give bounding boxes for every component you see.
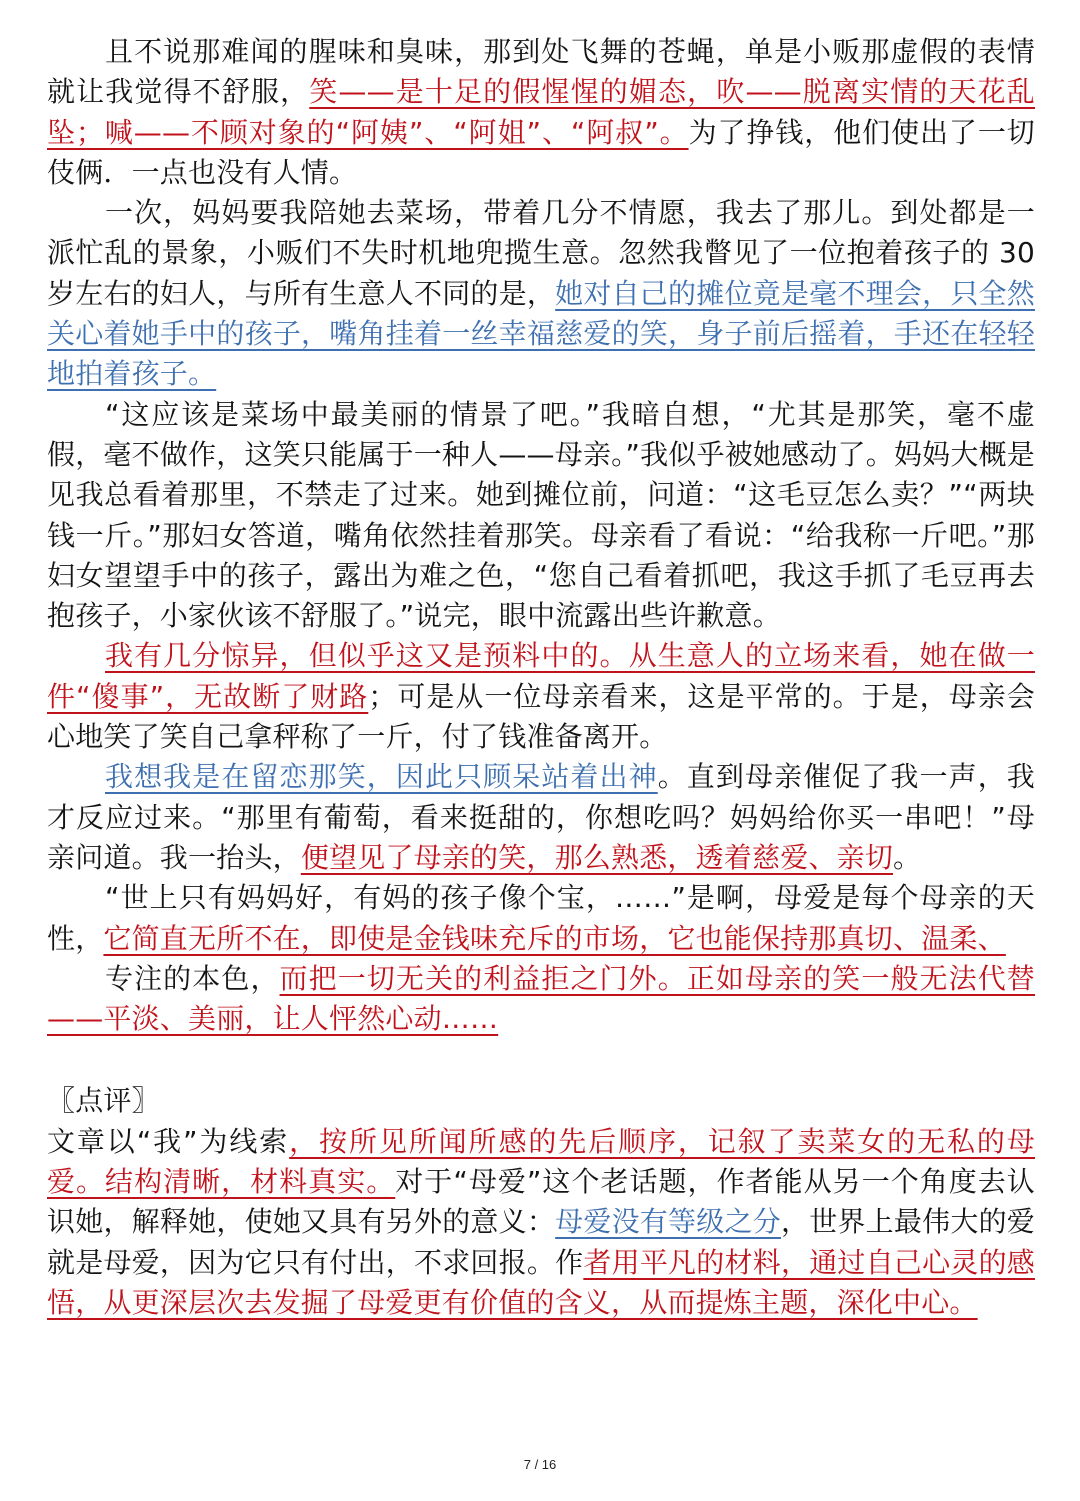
text-segment: 。直到母亲催促了我一声，我才反应过来。“那里有葡萄，看来挺甜的，你想吃吗？妈妈给你买一串吧！”母亲问道。我一抬头， [47, 760, 1035, 874]
paragraph [47, 757, 1035, 878]
text-segment: “世上只有妈妈好，有妈的孩子像个宝，……”是啊，母爱是每个母亲的天性， [47, 881, 1035, 955]
text-segment: 。 [893, 840, 922, 874]
paragraph [47, 395, 1035, 637]
article-body [47, 32, 1035, 1323]
red-underlined-annotation: 笑——是十足的假惺惺的媚态，吹——脱离实情的天花乱坠；喊——不顾对象的“阿姨”、“阿姐”、“阿叔”。 [47, 75, 1035, 149]
paragraph [47, 32, 1035, 193]
red-underlined-annotation: 它简直无所不在，即使是金钱味充斥的市场，它也能保持那真切、温柔、 [103, 921, 1006, 955]
text-segment: 〖点评〗 [47, 1084, 160, 1118]
red-underlined-annotation: 我有几分惊异，但似乎这又是预料中的。从生意人的立场来看，她在做一件“傻事”，无故断了财路 [47, 639, 1035, 713]
text-segment: 对于“母爱”这个老话题，作者能从另一个角度去认识她，解释她，使她又具有另外的意义： [47, 1165, 1035, 1239]
text-segment: 一次，妈妈要我陪她去菜场，带着几分不情愿，我去了那儿。到处都是一派忙乱的景象，小贩们不失时机地兜揽生意。忽然我瞥见了一位抱着孩子的 30 岁左右的妇人，与所有生意人不同的是， [47, 196, 1035, 310]
blue-underlined-annotation: 她对自己的摊位竟是毫不理会，只全然关心着她手中的孩子，嘴角挂着一丝幸福慈爱的笑，身子前后摇着，手还在轻轻地拍着孩子。 [47, 276, 1035, 391]
paragraph [47, 1122, 1035, 1323]
paragraph-gap [47, 1039, 1035, 1081]
page-number: 7 / 16 [523, 1457, 557, 1472]
paragraph [47, 636, 1035, 757]
blue-underlined-annotation: 我想我是在留恋那笑，因此只顾呆站着出神 [105, 760, 658, 794]
paragraph [47, 193, 1035, 394]
text-segment: 文章以“我”为线索 [47, 1124, 290, 1158]
text-segment: ，世界上最伟大的爱就是母爱，因为它只有付出，不求回报。作 [47, 1205, 1035, 1279]
blue-underlined-annotation: 母爱没有等级之分 [555, 1205, 781, 1239]
paragraph [47, 878, 1035, 959]
text-segment: 且不说那难闻的腥味和臭味，那到处飞舞的苍蝇，单是小贩那虚假的表情就让我觉得不舒服， [47, 35, 1035, 109]
red-underlined-annotation: ，按所见所闻所感的先后顺序，记叙了卖菜女的无私的母爱。结构清晰，材料真实。 [47, 1124, 1035, 1199]
text-segment: ；可是从一位母亲看来，这是平常的。于是，母亲会心地笑了笑自己拿秤称了一斤，付了钱准备离开。 [47, 679, 1035, 754]
text-segment: “这应该是菜场中最美丽的情景了吧。”我暗自想，“尤其是那笑，毫不虚假，毫不做作，这笑只能属于一种人——母亲。”我似乎被她感动了。妈妈大概是见我总看着那里，不禁走了过来。她到摊位前，问道：“这毛豆怎么卖？”“两块钱一斤。”那妇女答道，嘴角依然挂着那笑。母亲看了看说：“给我称一斤吧。”那妇女望望手中的孩子，露出为难之色，“您自己看着抓吧，我这手抓了毛豆再去抱孩子，小家伙该不舒服了。”说完，眼中流露出些许歉意。 [47, 397, 1035, 633]
paragraph [47, 1081, 1035, 1121]
red-underlined-annotation: 者用平凡的材料，通过自己心灵的感悟，从更深层次去发掘了母爱更有价值的含义，从而提炼主题，深化中心。 [47, 1245, 1035, 1319]
text-segment: 专注的本色， [105, 961, 280, 995]
text-segment: 为了挣钱，他们使出了一切伎俩．一点也没有人情。 [47, 115, 1035, 189]
red-underlined-annotation: 而把一切无关的利益拒之门外。正如母亲的笑一般无法代替——平淡、美丽，让人怦然心动…… [47, 961, 1036, 1036]
red-underlined-annotation: 便望见了母亲的笑，那么熟悉，透着慈爱、亲切 [300, 840, 894, 874]
paragraph [47, 959, 1035, 1040]
